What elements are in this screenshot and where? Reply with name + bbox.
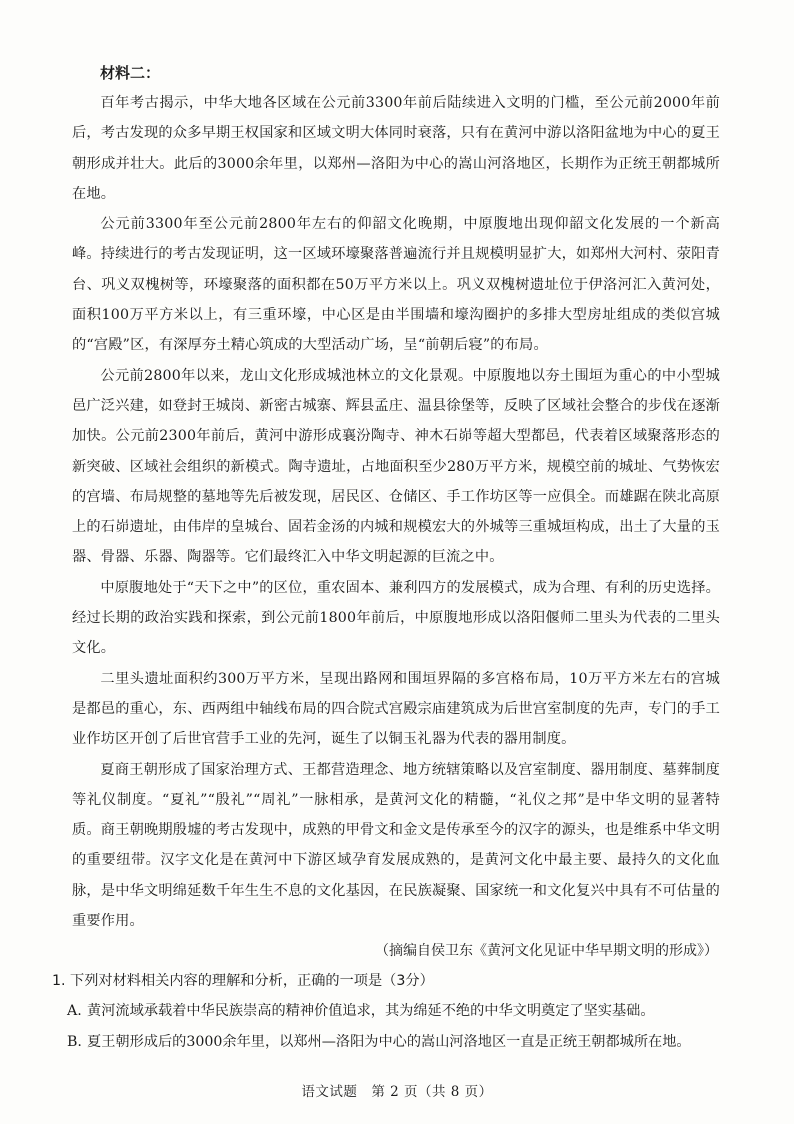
option-letter: A. bbox=[67, 1003, 82, 1020]
paragraph-4: 中原腹地处于“天下之中”的区位，重农固本、兼利四方的发展模式，成为合理、有利的历史选择。经过长期的政治实践和探索，到公元前1800年前后，中原腹地形成以洛阳偃师二里头为代表的二里头文化。 bbox=[72, 579, 720, 657]
question-stem: 1. 下列对材料相关内容的理解和分析，正确的一项是（3分） bbox=[52, 973, 434, 990]
material-title: 材料二： bbox=[100, 64, 161, 82]
page-content bbox=[52, 58, 720, 1057]
paragraph-6: 夏商王朝形成了国家治理方式、王都营造理念、地方统辖策略以及宫室制度、器用制度、墓葬制度等礼仪制度。“夏礼”“殷礼”“周礼”一脉相承，是黄河文化的精髓，“礼仪之邦”是中华文明的显著特质。商王朝晚期殷墟的考古发现中，成熟的甲骨文和金文是传承至今的汉字的源头，也是维系中华文明的重要纽带。汉字文化是在黄河中下游区域孕育发展成熟的，是黄河文化中最主要、最持久的文化血脉，是中华文明绵延数千年生生不息的文化基因，在民族凝聚、国家统一和文化复兴中具有不可估量的重要作用。 bbox=[72, 761, 720, 930]
option-text: 夏王朝形成后的3000余年里，以郑州—洛阳为中心的嵩山河洛地区一直是正统王朝都城所在地。 bbox=[87, 1033, 691, 1050]
option-a bbox=[67, 996, 720, 1026]
option-text: 黄河流域承载着中华民族崇高的精神价值追求，其为绵延不绝的中华文明奠定了坚实基础。 bbox=[87, 1003, 655, 1020]
page-footer: 语文试题 第 2 页（共 8 页） bbox=[301, 1084, 493, 1100]
paragraph-2: 公元前3300年至公元前2800年左右的仰韶文化晚期，中原腹地出现仰韶文化发展的一个新高峰。持续进行的考古发现证明，这一区域环壕聚落普遍流行并且规模明显扩大，如郑州大河村、荥阳青台、巩义双槐树等，环壕聚落的面积都在50万平方米以上。巩义双槐树遗址位于伊洛河汇入黄河处，面积100万平方米以上，有三重环壕，中心区是由半围墙和壕沟圈护的多排大型房址组成的类似宫城的“宫殿”区，有深厚夯土精心筑成的大型活动广场，呈“前朝后寝”的布局。 bbox=[72, 216, 720, 354]
paragraph-3: 公元前2800年以来，龙山文化形成城池林立的文化景观。中原腹地以夯土围垣为重心的中小型城邑广泛兴建，如登封王城岗、新密古城寨、辉县孟庄、温县徐堡等，反映了区域社会整合的步伐在逐渐加快。公元前2300年前后，黄河中游形成襄汾陶寺、神木石峁等超大型都邑，代表着区域聚落形态的新突破、区域社会组织的新模式。陶寺遗址，占地面积至少280万平方米，规模空前的城址、气势恢宏的宫墙、布局规整的墓地等先后被发现，居民区、仓储区、手工作坊区等一应俱全。而雄踞在陕北高原上的石峁遗址，由伟岸的皇城台、固若金汤的内城和规模宏大的外城等三重城垣构成，出土了大量的玉器、骨器、乐器、陶器等。它们最终汇入中华文明起源的巨流之中。 bbox=[72, 367, 720, 566]
option-letter: B. bbox=[67, 1033, 82, 1050]
option-b bbox=[67, 1027, 720, 1057]
source-citation: （摘编自侯卫东《黄河文化见证中华早期文明的形成》） bbox=[375, 943, 718, 960]
paragraph-1: 百年考古揭示，中华大地各区域在公元前3300年前后陆续进入文明的门槛，至公元前2000年前后，考古发现的众多早期王权国家和区域文明大体同时衰落，只有在黄河中游以洛阳盆地为中心的夏王朝形成并壮大。此后的3000余年里，以郑州—洛阳为中心的嵩山河洛地区，长期作为正统王朝都城所在地。 bbox=[72, 95, 720, 202]
paragraph-5: 二里头遗址面积约300万平方米，呈现出路网和围垣界隔的多宫格布局，10万平方米左右的宫城是都邑的重心，东、西两组中轴线布局的四合院式宫殿宗庙建筑成为后世宫室制度的先声，专门的手工业作坊区开创了后世官营手工业的先河，诞生了以铜玉礼器为代表的器用制度。 bbox=[72, 670, 720, 748]
